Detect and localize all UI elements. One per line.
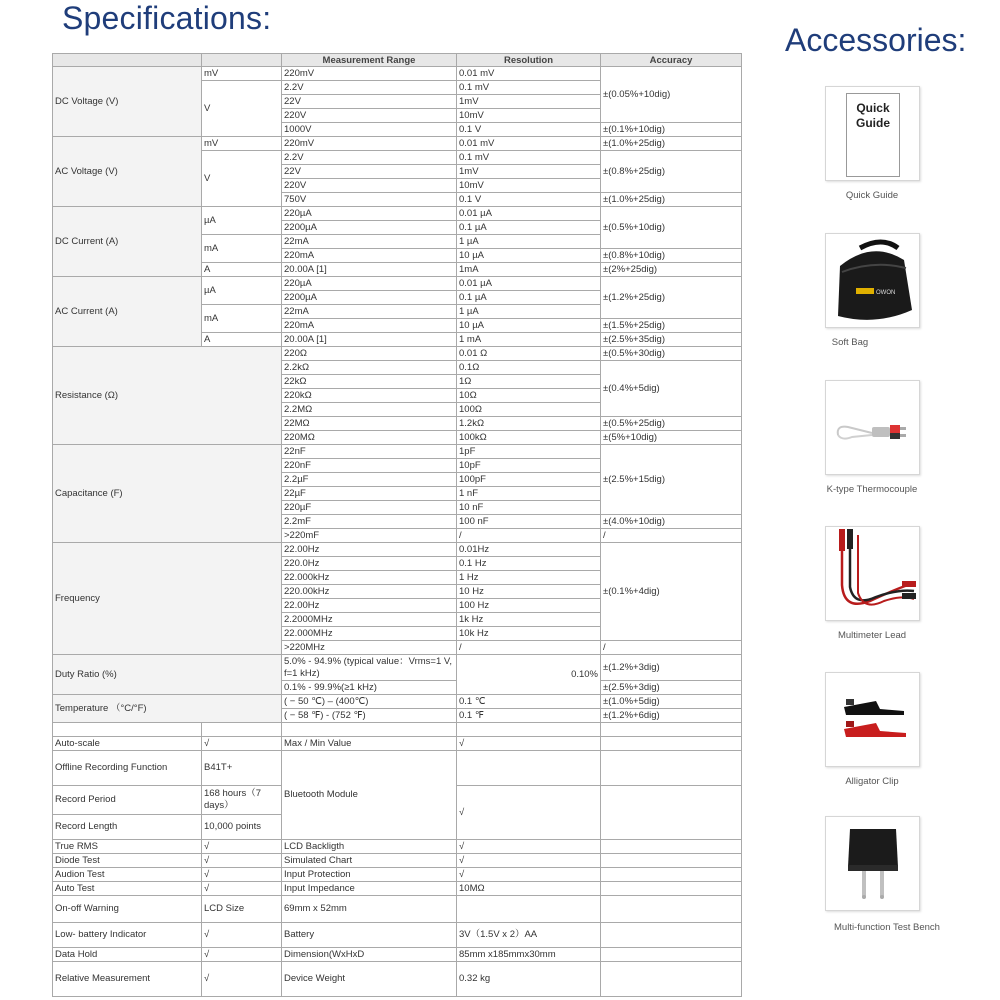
resolution-cell: 0.1 ℉ <box>457 709 601 723</box>
range-cell: >220mF <box>282 529 457 543</box>
range-cell: 220.00kHz <box>282 585 457 599</box>
resolution-cell: / <box>457 529 601 543</box>
feature-value-cell: √ <box>457 737 601 751</box>
range-cell: 22mA <box>282 235 457 249</box>
resolution-cell: 10pF <box>457 459 601 473</box>
resolution-cell: / <box>457 641 601 655</box>
range-cell: 220.0Hz <box>282 557 457 571</box>
resolution-cell: 1 µA <box>457 235 601 249</box>
range-cell: 22V <box>282 95 457 109</box>
range-cell: 220µA <box>282 277 457 291</box>
feature-name-cell: Record Length <box>53 815 202 840</box>
range-cell: 2.2000MHz <box>282 613 457 627</box>
resolution-cell: 1.2kΩ <box>457 417 601 431</box>
range-cell: 220mV <box>282 137 457 151</box>
category-cell: AC Voltage (V) <box>53 137 202 207</box>
accuracy-cell: / <box>601 529 742 543</box>
range-cell: 750V <box>282 193 457 207</box>
resolution-cell: 0.1Ω <box>457 361 601 375</box>
range-cell: 22MΩ <box>282 417 457 431</box>
alligator-clip-image <box>825 672 920 767</box>
resolution-cell: 100 nF <box>457 515 601 529</box>
unit-cell: A <box>202 263 282 277</box>
feature-value-cell: B41T+ <box>202 751 282 786</box>
bag-logo-badge <box>856 288 874 294</box>
range-cell: ( − 50 ℃) – (400℃) <box>282 695 457 709</box>
accessory-label: Alligator Clip <box>845 776 899 787</box>
feature-name-cell: Record Period <box>53 786 202 815</box>
resolution-cell: 1mV <box>457 165 601 179</box>
feature-name-cell: Diode Test <box>53 854 202 868</box>
feature-value-cell: √ <box>202 737 282 751</box>
feature-value-cell: √ <box>202 962 282 997</box>
spacer-cell <box>601 723 742 737</box>
resolution-cell: 0.1 µA <box>457 291 601 305</box>
feature-value-cell: √ <box>202 854 282 868</box>
unit-cell: A <box>202 333 282 347</box>
category-cell: Frequency <box>53 543 282 655</box>
accuracy-cell: / <box>601 641 742 655</box>
feature-name-cell: True RMS <box>53 840 202 854</box>
category-cell: AC Current (A) <box>53 277 202 347</box>
multimeter-lead-image <box>825 526 920 621</box>
feature-name-cell: LCD Backligth <box>282 840 457 854</box>
accessory-label: Multi-function Test Bench <box>834 922 940 933</box>
resolution-cell: 10Ω <box>457 389 601 403</box>
test-leads-icon <box>826 527 919 620</box>
table-row <box>53 277 742 291</box>
feature-name-cell: Battery <box>282 923 457 948</box>
range-cell: 20.00A [1] <box>282 333 457 347</box>
empty-cell <box>601 882 742 896</box>
feature-value-cell: √ <box>457 786 601 840</box>
table-row <box>53 347 742 361</box>
resolution-cell: 100Ω <box>457 403 601 417</box>
feature-name-cell: Max / Min Value <box>282 737 457 751</box>
resolution-cell: 1 nF <box>457 487 601 501</box>
accessory-soft-bag <box>825 233 920 328</box>
category-cell: Capacitance (F) <box>53 445 282 543</box>
table-row <box>53 854 742 868</box>
empty-cell <box>601 962 742 997</box>
range-cell: 220kΩ <box>282 389 457 403</box>
feature-value-cell: √ <box>202 882 282 896</box>
range-cell: 2.2mF <box>282 515 457 529</box>
resolution-cell: 1 mA <box>457 333 601 347</box>
range-cell: 22nF <box>282 445 457 459</box>
accuracy-cell: ±(1.2%+6dig) <box>601 709 742 723</box>
feature-value-cell: 0.32 kg <box>457 962 601 997</box>
accessory-alligator-clip <box>825 672 920 767</box>
empty-cell <box>601 786 742 840</box>
table-row <box>53 445 742 459</box>
spacer-cell <box>53 723 202 737</box>
accuracy-cell: ±(1.5%+25dig) <box>601 319 742 333</box>
resolution-cell: 0.01 µA <box>457 277 601 291</box>
resolution-cell: 1k Hz <box>457 613 601 627</box>
feature-value-cell: √ <box>202 948 282 962</box>
range-cell: 2200µA <box>282 221 457 235</box>
resolution-cell: 1mV <box>457 95 601 109</box>
table-row <box>53 137 742 151</box>
empty-cell <box>457 896 601 923</box>
category-cell: DC Current (A) <box>53 207 202 277</box>
feature-name-cell: Device Weight <box>282 962 457 997</box>
resolution-cell: 10mV <box>457 179 601 193</box>
range-cell: 220nF <box>282 459 457 473</box>
resolution-cell: 100 Hz <box>457 599 601 613</box>
feature-value-cell: √ <box>202 868 282 882</box>
feature-name-cell: LCD Size <box>202 896 282 923</box>
accessory-thermocouple <box>825 380 920 475</box>
unit-cell: V <box>202 81 282 137</box>
unit-cell: µA <box>202 207 282 235</box>
resolution-cell: 0.1 mV <box>457 81 601 95</box>
resolution-cell: 0.01 mV <box>457 67 601 81</box>
accuracy-cell: ±(0.5%+30dig) <box>601 347 742 361</box>
accuracy-cell: ±(1.0%+25dig) <box>601 193 742 207</box>
accessory-label: K-type Thermocouple <box>826 484 918 495</box>
feature-name-cell: Low- battery Indicator <box>53 923 202 948</box>
alligator-clip-icon <box>826 673 919 766</box>
range-cell: 2.2V <box>282 151 457 165</box>
header-cell: Resolution <box>457 54 601 67</box>
accuracy-cell: ±(0.8%+25dig) <box>601 151 742 193</box>
table-row <box>53 737 742 751</box>
feature-value-cell: √ <box>457 854 601 868</box>
table-row <box>53 923 742 948</box>
empty-cell <box>601 896 742 923</box>
thermocouple-icon <box>826 381 919 474</box>
feature-name-cell: Input Impedance <box>282 882 457 896</box>
accuracy-cell: ±(1.2%+3dig) <box>601 655 742 681</box>
resolution-cell: 1pF <box>457 445 601 459</box>
quick-guide-image <box>825 86 920 181</box>
range-cell: 22.00Hz <box>282 599 457 613</box>
accuracy-cell: ±(0.5%+25dig) <box>601 417 742 431</box>
range-cell: 22.00Hz <box>282 543 457 557</box>
unit-cell: mA <box>202 235 282 263</box>
range-cell: 22kΩ <box>282 375 457 389</box>
range-cell: 2.2MΩ <box>282 403 457 417</box>
resolution-cell: 0.01 mV <box>457 137 601 151</box>
accuracy-cell: ±(1.0%+5dig) <box>601 695 742 709</box>
accuracy-cell: ±(0.8%+10dig) <box>601 249 742 263</box>
resolution-cell: 1Ω <box>457 375 601 389</box>
feature-name-cell: Auto Test <box>53 882 202 896</box>
unit-cell: V <box>202 151 282 207</box>
unit-cell: mV <box>202 137 282 151</box>
accessory-label: Multimeter Lead <box>837 630 907 641</box>
empty-cell <box>601 854 742 868</box>
header-cell <box>202 54 282 67</box>
range-cell: 220V <box>282 179 457 193</box>
feature-value-cell: 10MΩ <box>457 882 601 896</box>
accuracy-cell: ±(0.1%+4dig) <box>601 543 742 641</box>
spacer-cell <box>202 723 282 737</box>
category-cell: Temperature （°C/°F) <box>53 695 282 723</box>
accuracy-cell: ±(4.0%+10dig) <box>601 515 742 529</box>
feature-name-cell: Offline Recording Function <box>53 751 202 786</box>
specifications-table <box>52 53 742 997</box>
range-cell: >220MHz <box>282 641 457 655</box>
accuracy-cell: ±(1.2%+25dig) <box>601 277 742 319</box>
bag-brand-logo: OWON <box>876 290 896 296</box>
feature-value-cell: 69mm x 52mm <box>282 896 457 923</box>
resolution-cell: 0.1 V <box>457 123 601 137</box>
specifications-title: Specifications: <box>62 0 272 36</box>
range-cell: 0.1% - 99.9%(≥1 kHz) <box>282 681 457 695</box>
resolution-cell: 0.01 Ω <box>457 347 601 361</box>
resolution-cell: 1 µA <box>457 305 601 319</box>
spacer-cell <box>282 723 457 737</box>
header-cell: Accuracy <box>601 54 742 67</box>
resolution-cell: 1mA <box>457 263 601 277</box>
accuracy-cell: ±(1.0%+25dig) <box>601 137 742 151</box>
feature-value-cell: √ <box>457 840 601 854</box>
accessory-multimeter-lead <box>825 526 920 621</box>
feature-name-cell: Data Hold <box>53 948 202 962</box>
feature-name-cell: On-off Warning <box>53 896 202 923</box>
empty-cell <box>457 751 601 786</box>
feature-name-cell: Input Protection <box>282 868 457 882</box>
accuracy-cell: ±(2.5%+35dig) <box>601 333 742 347</box>
resolution-cell: 10 Hz <box>457 585 601 599</box>
test-bench-icon <box>826 817 919 910</box>
table-row <box>53 868 742 882</box>
accuracy-cell: ±(2.5%+15dig) <box>601 445 742 515</box>
accuracy-cell: ±(5%+10dig) <box>601 431 742 445</box>
resolution-cell: 100kΩ <box>457 431 601 445</box>
resolution-cell: 0.1 mV <box>457 151 601 165</box>
table-row <box>53 207 742 221</box>
resolution-cell: 0.01 µA <box>457 207 601 221</box>
feature-name-cell: Simulated Chart <box>282 854 457 868</box>
range-cell: 220µF <box>282 501 457 515</box>
range-cell: 20.00A [1] <box>282 263 457 277</box>
range-cell: 22mA <box>282 305 457 319</box>
range-cell: 2.2kΩ <box>282 361 457 375</box>
unit-cell: mV <box>202 67 282 81</box>
feature-value-cell: √ <box>457 868 601 882</box>
range-cell: 5.0% - 94.9% (typical value：Vrms=1 V, f=1 kHz) <box>282 655 457 681</box>
empty-cell <box>601 737 742 751</box>
range-cell: 220MΩ <box>282 431 457 445</box>
resolution-cell: 100pF <box>457 473 601 487</box>
range-cell: 22.000MHz <box>282 627 457 641</box>
test-bench-image <box>825 816 920 911</box>
header-cell: Measurement Range <box>282 54 457 67</box>
table-header-row <box>53 54 742 67</box>
resolution-cell: 10k Hz <box>457 627 601 641</box>
accuracy-cell: ±(0.5%+10dig) <box>601 207 742 249</box>
resolution-cell: 0.10% <box>457 655 601 695</box>
table-row <box>53 840 742 854</box>
resolution-cell: 10 µA <box>457 319 601 333</box>
table-row <box>53 655 742 681</box>
accuracy-cell: ±(2%+25dig) <box>601 263 742 277</box>
feature-name-cell: Dimension(WxHxD <box>282 948 457 962</box>
accuracy-cell: ±(0.1%+10dig) <box>601 123 742 137</box>
range-cell: 2.2µF <box>282 473 457 487</box>
spacer-cell <box>457 723 601 737</box>
table-row <box>53 896 742 923</box>
thermocouple-image <box>825 380 920 475</box>
feature-value-cell: √ <box>202 923 282 948</box>
accessory-label: Quick Guide <box>845 190 899 201</box>
range-cell: 220V <box>282 109 457 123</box>
accessory-quick-guide <box>825 86 920 181</box>
resolution-cell: 0.1 Hz <box>457 557 601 571</box>
accuracy-cell: ±(2.5%+3dig) <box>601 681 742 695</box>
range-cell: 220mA <box>282 249 457 263</box>
empty-cell <box>601 923 742 948</box>
accuracy-cell: ±(0.4%+5dig) <box>601 361 742 417</box>
feature-name-cell: Bluetooth Module <box>282 751 457 840</box>
range-cell: 220µA <box>282 207 457 221</box>
category-cell: DC Voltage (V) <box>53 67 202 137</box>
category-cell: Duty Ratio (%) <box>53 655 282 695</box>
range-cell: 2.2V <box>282 81 457 95</box>
header-cell <box>53 54 202 67</box>
soft-bag-icon <box>826 234 919 327</box>
feature-value-cell: √ <box>202 840 282 854</box>
accessory-label: Soft Bag <box>831 337 869 348</box>
range-cell: 1000V <box>282 123 457 137</box>
category-cell: Resistance (Ω) <box>53 347 282 445</box>
feature-value-cell: 85mm x185mmx30mm <box>457 948 601 962</box>
resolution-cell: 0.1 ℃ <box>457 695 601 709</box>
spacer-row <box>53 723 742 737</box>
table-row <box>53 962 742 997</box>
range-cell: 22V <box>282 165 457 179</box>
range-cell: 22.000kHz <box>282 571 457 585</box>
feature-value-cell: 10,000 points <box>202 815 282 840</box>
quick-guide-card-text: Quick Guide <box>855 101 890 130</box>
feature-name-cell: Audion Test <box>53 868 202 882</box>
empty-cell <box>601 840 742 854</box>
table-row <box>53 948 742 962</box>
range-cell: 2200µA <box>282 291 457 305</box>
range-cell: 220mV <box>282 67 457 81</box>
feature-name-cell: Relative Measurement <box>53 962 202 997</box>
resolution-cell: 0.1 V <box>457 193 601 207</box>
table-row <box>53 543 742 557</box>
range-cell: 22µF <box>282 487 457 501</box>
table-row <box>53 751 742 786</box>
unit-cell: mA <box>202 305 282 333</box>
resolution-cell: 0.01Hz <box>457 543 601 557</box>
feature-name-cell: Auto-scale <box>53 737 202 751</box>
resolution-cell: 10 µA <box>457 249 601 263</box>
empty-cell <box>601 751 742 786</box>
resolution-cell: 10 nF <box>457 501 601 515</box>
accessories-title: Accessories: <box>785 22 967 58</box>
table-row <box>53 67 742 81</box>
range-cell: 220mA <box>282 319 457 333</box>
empty-cell <box>601 948 742 962</box>
soft-bag-image <box>825 233 920 328</box>
accessory-test-bench <box>825 816 920 911</box>
table-row <box>53 882 742 896</box>
unit-cell: µA <box>202 277 282 305</box>
range-cell: ( − 58 ℉) - (752 ℉) <box>282 709 457 723</box>
table-row <box>53 695 742 709</box>
empty-cell <box>601 868 742 882</box>
resolution-cell: 1 Hz <box>457 571 601 585</box>
resolution-cell: 10mV <box>457 109 601 123</box>
resolution-cell: 0.1 µA <box>457 221 601 235</box>
accuracy-cell: ±(0.05%+10dig) <box>601 67 742 123</box>
feature-value-cell: 168 hours（7 days） <box>202 786 282 815</box>
feature-value-cell: 3V（1.5V x 2）AA <box>457 923 601 948</box>
range-cell: 220Ω <box>282 347 457 361</box>
